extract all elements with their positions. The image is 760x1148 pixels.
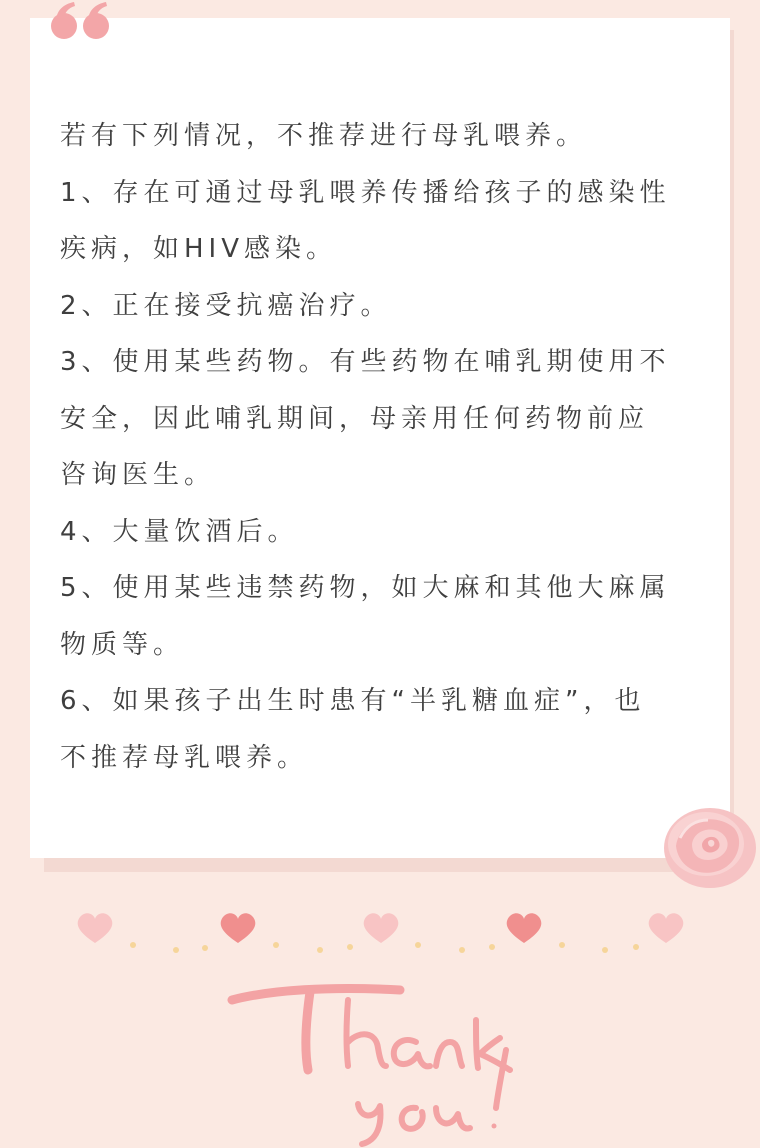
text-line: 咨询医生。 [60,460,216,490]
text-line: 1、存在可通过母乳喂养传播给孩子的感染性 [60,177,671,208]
dots [130,942,639,953]
text-line: 4、大量饮酒后。 [60,516,299,547]
heart-icon [78,913,113,943]
text-line: 物质等。 [60,629,185,660]
hearts-garland [0,895,760,975]
text-line: 5、使用某些违禁药物，如大麻和其他大麻属 [60,573,671,603]
text-line: 2、正在接受抗癌治疗。 [60,290,392,321]
quote-mark-icon [48,0,114,44]
text-line: 6、如果孩子出生时患有“半乳糖血症”，也 [60,686,646,716]
heart-icon [507,913,542,943]
text-line: 3、使用某些药物。有些药物在哺乳期使用不 [60,347,671,377]
intro-line: 若有下列情况，不推荐进行母乳喂养。 [60,121,588,151]
heart-icon [649,913,684,943]
text-line: 疾病，如HIV感染。 [60,234,338,264]
rose-icon [656,798,760,894]
heart-icon [364,913,399,943]
thank-you-script [210,968,550,1148]
thank-you-text: Thank you! [210,968,216,969]
text-line: 安全，因此哺乳期间，母亲用任何药物前应 [60,403,650,434]
text-line: 不推荐母乳喂养。 [60,742,309,773]
heart-icon [221,913,256,943]
article-text [60,108,710,786]
